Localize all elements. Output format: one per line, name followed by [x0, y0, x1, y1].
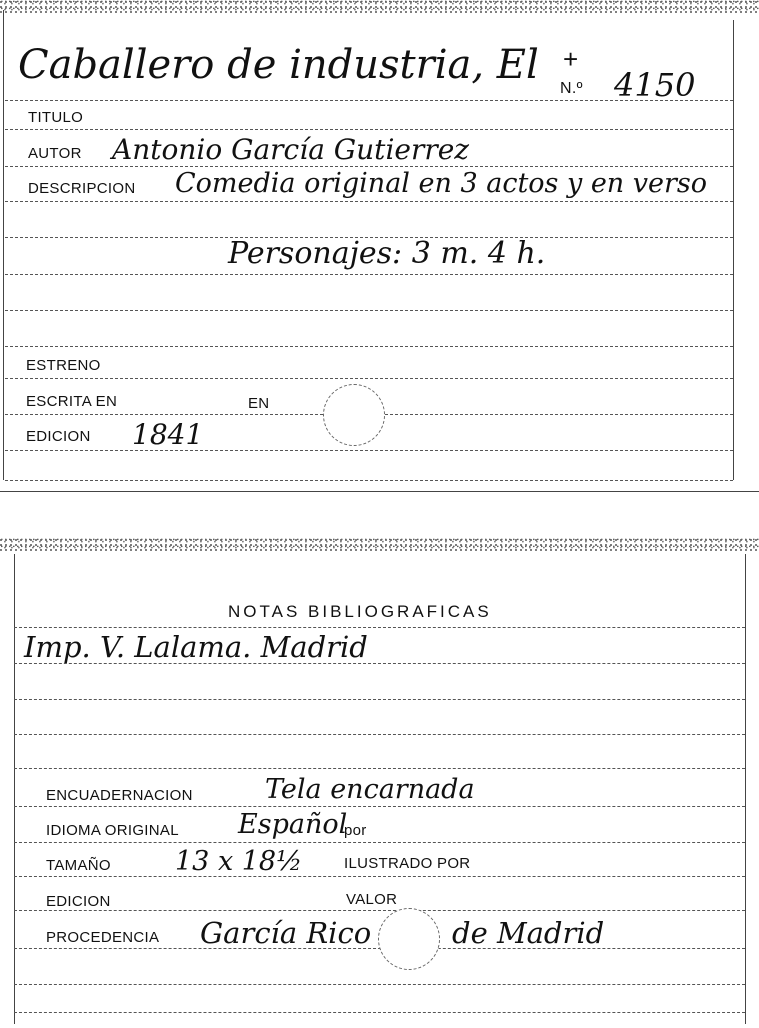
escrita-en-label: ESCRITA EN: [26, 393, 118, 410]
rule: [14, 842, 745, 843]
rule: [14, 768, 745, 769]
number-value: 4150: [614, 66, 696, 104]
card-left-border: [3, 10, 4, 480]
scan-noise-top: [0, 0, 759, 14]
scan-noise-bottom: [0, 538, 759, 552]
rule: [5, 310, 733, 311]
rule: [14, 910, 745, 911]
catalog-card-top: [0, 0, 759, 490]
rule: [14, 984, 745, 985]
rule: [5, 129, 733, 130]
tamano-label: TAMAÑO: [46, 857, 111, 874]
number-label: N.º: [560, 80, 583, 97]
card-right-border: [745, 554, 746, 1024]
procedencia-suffix: de Madrid: [452, 916, 605, 950]
ilustrado-label: ILUSTRADO POR: [344, 855, 471, 872]
personajes-value: Personajes: 3 m. 4 h.: [228, 236, 546, 271]
cross-mark: +: [563, 44, 579, 74]
procedencia-value: García Rico: [200, 916, 372, 950]
rule: [14, 663, 745, 664]
edicion-value: 1841: [132, 418, 204, 451]
rule: [5, 378, 733, 379]
por-label: por: [344, 822, 367, 839]
valor-label: VALOR: [346, 891, 398, 908]
rule: [5, 166, 733, 167]
rule: [5, 450, 733, 451]
edicion-label: EDICION: [26, 428, 91, 445]
card-right-border: [733, 20, 734, 480]
descripcion-value: Comedia original en 3 actos y en verso: [175, 168, 708, 199]
idioma-value: Español: [238, 809, 348, 840]
idioma-label: IDIOMA ORIGINAL: [46, 822, 179, 839]
rule: [5, 274, 733, 275]
encuadernacion-label: ENCUADERNACION: [46, 787, 193, 804]
rule: [14, 876, 745, 877]
card-bottom-edge: [0, 491, 759, 492]
punch-hole: [323, 384, 385, 446]
punch-hole: [378, 908, 440, 970]
rule: [14, 806, 745, 807]
rule: [5, 480, 733, 481]
edicion-label: EDICION: [46, 893, 111, 910]
titulo-label: TITULO: [28, 109, 84, 126]
procedencia-label: PROCEDENCIA: [46, 929, 160, 946]
rule: [14, 699, 745, 700]
tamano-value: 13 x 18½: [175, 846, 303, 877]
autor-value: Antonio García Gutierrez: [112, 133, 470, 166]
rule: [14, 1012, 745, 1013]
rule: [5, 346, 733, 347]
descripcion-label: DESCRIPCION: [28, 180, 136, 197]
catalog-card-bottom: [0, 538, 759, 1028]
rule: [14, 734, 745, 735]
rule: [14, 627, 745, 628]
estreno-label: ESTRENO: [26, 357, 101, 374]
autor-label: AUTOR: [28, 145, 82, 162]
notas-value: Imp. V. Lalama. Madrid: [24, 630, 368, 664]
card-left-border: [14, 554, 15, 1024]
titulo-value: Caballero de industria, El: [18, 42, 539, 88]
notas-heading: NOTAS BIBLIOGRAFICAS: [228, 602, 492, 621]
rule: [5, 100, 733, 101]
rule: [5, 201, 733, 202]
encuadernacion-value: Tela encarnada: [265, 774, 475, 805]
en-label: EN: [248, 395, 270, 412]
